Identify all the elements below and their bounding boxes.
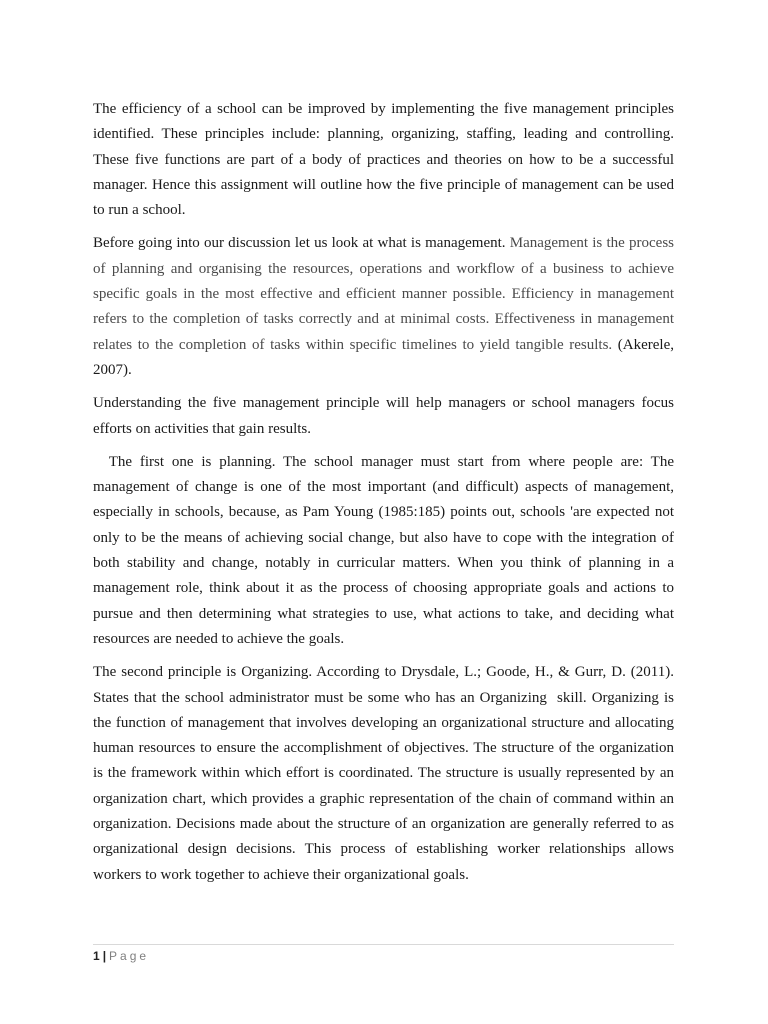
paragraph-text: Before going into our discussion let us look at what is management. [93,235,510,252]
paragraph-text: The efficiency of a school can be improved by implementing the five management principles identified. These principles include: planning, organizing, staffing, leading and controlling. These five functions are part of a body of practices and theories on how to be a successful manager. Hence this assignment will outline how the five principle of management can be used to run a school. [93,101,674,219]
quoted-definition-text: Management is the process of planning and organising the resources, operations and workflow of a business to achieve specific goals in the most effective and efficient manner possible. Efficiency in management refers to the completion of tasks correctly and at minimal costs. Effectiveness in management relates to the completion of tasks within specific timelines to yield tangible results. [93,235,674,353]
document-body [93,97,678,896]
paragraph-text: The first one is planning. The school manager must start from where people are: The management of change is one of the most important (and difficult) aspects of management, especially in schools, because, as Pam Young (1985:185) points out, schools 'are expected not only to be the means of achieving social change, but also have to cope with the integration of both stability and change, notably in curricular matters. When you think of planning in a management role, think about it as the process of choosing appropriate goals and actions to pursue and then determining what strategies to use, what actions to take, and deciding what resources are needed to achieve the goals. [93,453,678,647]
footer-divider [93,944,674,945]
citation-text: (Akerele, 2007). [93,336,674,378]
paragraph-principles-overview [93,391,674,442]
page-label: Page [109,949,150,963]
page-footer [93,947,149,965]
paragraph-text: Understanding the five management principle will help managers or school managers focus efforts on activities that gain results. [93,395,674,437]
paragraph-planning [93,450,678,652]
paragraph-organizing [93,660,678,888]
paragraph-introduction [93,97,674,223]
paragraph-text: The second principle is Organizing. According to Drysdale, L.; Goode, H., & Gurr, D. (2011). States that the school administrator must be some who has an Organizing skill. Organizing is the function of management that involves developing an organizational structure and allocating human resources to ensure the accomplishment of objectives. The structure of the organization is the framework within which effort is coordinated. The structure is usually represented by an organization chart, which provides a graphic representation of the chain of command within an organization. Decisions made about the structure of an organization are generally referred to as organizational design decisions. This process of establishing worker relationships allows workers to work together to achieve their organizational goals. [93,664,678,883]
page-number: 1 [93,949,100,963]
paragraph-definition [93,231,674,383]
footer-separator: | [102,949,107,963]
